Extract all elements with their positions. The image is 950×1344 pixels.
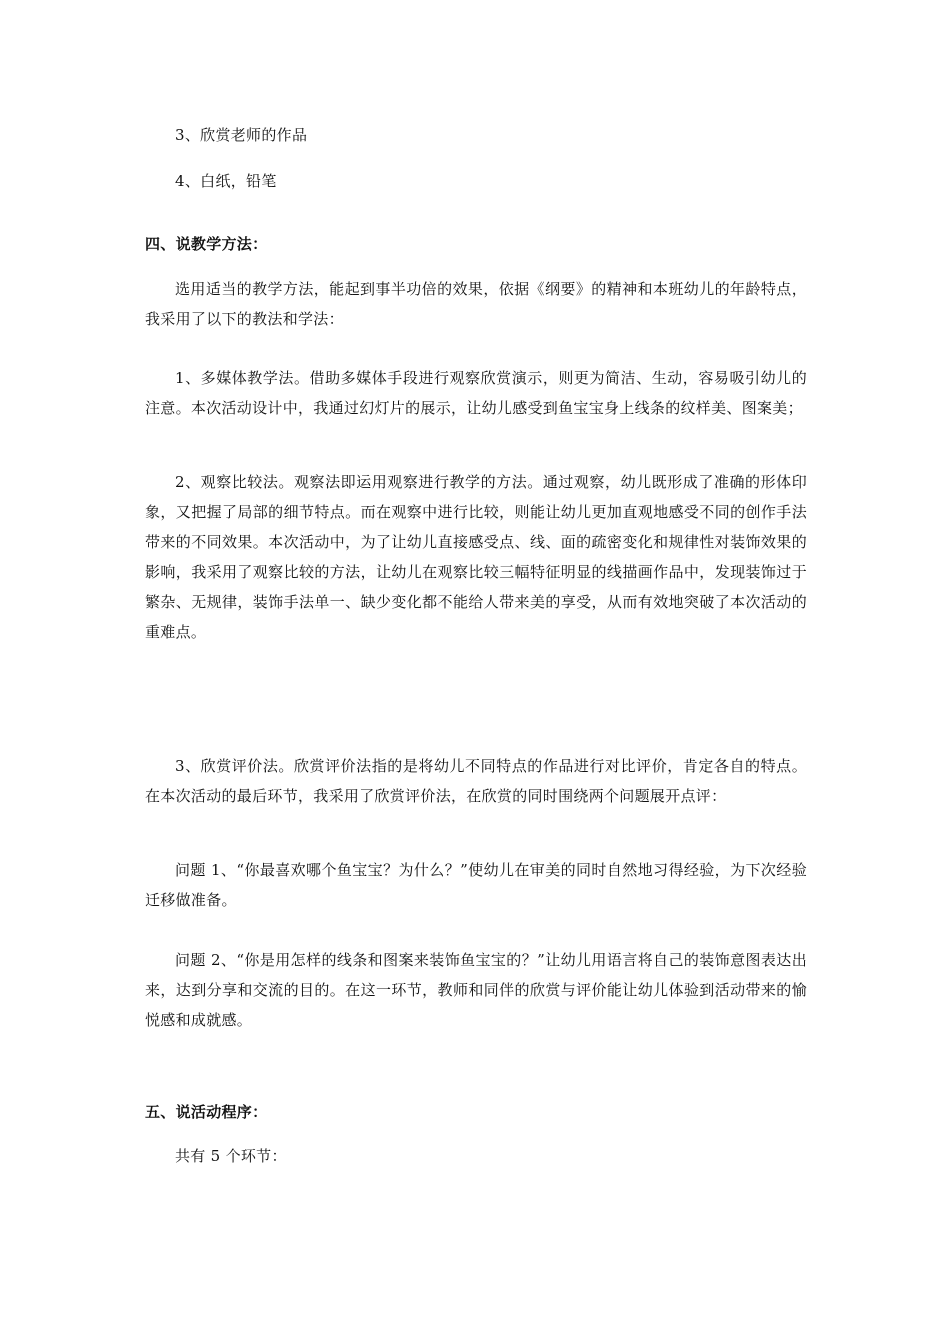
question-2-paragraph: 问题 2、“你是用怎样的线条和图案来装饰鱼宝宝的？”让幼儿用语言将自己的装饰意图表达出来，达到分享和交流的目的。在这一环节，教师和同伴的欣赏与评价能让幼儿体验到活动带来的愉悦感和成就感。 bbox=[145, 951, 807, 1029]
method-1-paragraph: 1、多媒体教学法。借助多媒体手段进行观察欣赏演示，则更为简洁、生动，容易吸引幼儿的注意。本次活动设计中，我通过幻灯片的展示，让幼儿感受到鱼宝宝身上线条的纹样美、图案美； bbox=[145, 369, 807, 417]
section-5-heading: 五、说活动程序： bbox=[145, 1103, 268, 1121]
section-4-heading: 四、说教学方法： bbox=[145, 235, 268, 253]
question-1-paragraph: 问题 1、“你最喜欢哪个鱼宝宝？为什么？”使幼儿在审美的同时自然地习得经验，为下次经验迁移做准备。 bbox=[145, 861, 807, 909]
method-2-paragraph: 2、观察比较法。观察法即运用观察进行教学的方法。通过观察，幼儿既形成了准确的形体印象，又把握了局部的细节特点。而在观察中进行比较，则能让幼儿更加直观地感受不同的创作手法带来的不同效果。本次活动中，为了让幼儿直接感受点、线、面的疏密变化和规律性对装饰效果的影响，我采用了观察比较的方法，让幼儿在观察比较三幅特征明显的线描画作品中，发现装饰过于繁杂、无规律，装饰手法单一、缺少变化都不能给人带来美的享受，从而有效地突破了本次活动的重难点。 bbox=[145, 473, 807, 641]
section-5-intro: 共有 5 个环节： bbox=[175, 1147, 287, 1165]
section-4-intro: 选用适当的教学方法，能起到事半功倍的效果，依据《纲要》的精神和本班幼儿的年龄特点，我采用了以下的教法和学法： bbox=[145, 280, 807, 328]
material-item-4: 4、白纸，铅笔 bbox=[175, 172, 277, 190]
material-item-3: 3、欣赏老师的作品 bbox=[175, 126, 308, 144]
method-3-paragraph: 3、欣赏评价法。欣赏评价法指的是将幼儿不同特点的作品进行对比评价，肯定各自的特点。在本次活动的最后环节，我采用了欣赏评价法，在欣赏的同时围绕两个问题展开点评： bbox=[145, 757, 807, 805]
